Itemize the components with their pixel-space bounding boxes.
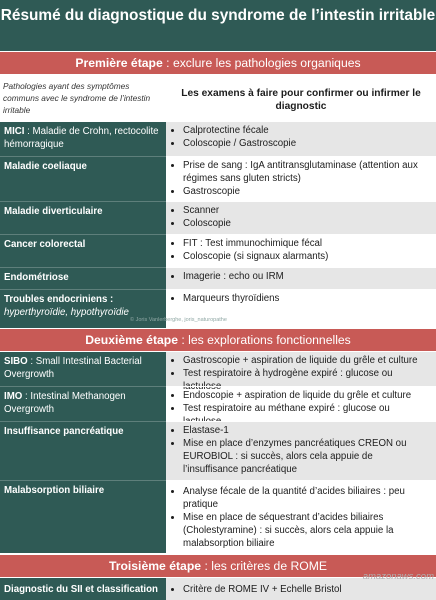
- list-item: • Test respiratoire à hydrogène expiré : glucose ou: [183, 367, 430, 393]
- row-exams: [166, 422, 436, 481]
- row-label: Maladie diverticulaire: [0, 202, 166, 235]
- list-item: • Gastroscopie: [183, 185, 430, 198]
- section-3-step: Troisième étape: [108, 559, 202, 573]
- row-label: IMO : Intestinal Methanogen Overgrowth: [0, 387, 166, 422]
- list-item: • Marqueurs thyroïdiens: [183, 292, 430, 305]
- list-item: • Coloscopie: [183, 217, 430, 230]
- list-item: • Prise de sang : IgA antitransglutaminase (attention aux régimes sans gluten stricts): [183, 159, 430, 185]
- list-item: • Mise en place de séquestrant d’acides biliaires (Cholestyramine) : si succès, alors cela appuie la malabsorption biliaire: [183, 511, 430, 550]
- table-row-sibo: [0, 352, 436, 387]
- list-item: • Coloscopie (si signaux alarmants): [183, 250, 430, 263]
- row-label: Insuffisance pancréatique: [0, 422, 166, 481]
- list-item: • Test respiratoire au méthane expiré : glucose ou: [183, 402, 430, 428]
- row-exams: [166, 387, 436, 422]
- section-header-1: [0, 52, 436, 74]
- table-row-insuffisance-pancreatique: [0, 422, 436, 481]
- section-header-2: [0, 329, 436, 351]
- list-item: • Gastroscopie + aspiration de liquide du grêle et culture: [183, 354, 430, 367]
- section-2-step: Deuxième étape: [85, 333, 179, 347]
- page-title-text: Résumé du diagnostique du syndrome de l’intestin irritable: [0, 7, 436, 24]
- intro-pathologies-label: Pathologies ayant des symptômes communs avec le syndrome de l’intestin irritable: [3, 81, 151, 115]
- table-row-endometriose: [0, 268, 436, 290]
- table-row-mici: [0, 122, 436, 157]
- list-item: • Coloscopie / Gastroscopie: [183, 137, 430, 150]
- list-item: • Critère de ROME IV + Echelle Bristol: [183, 583, 430, 596]
- list-item: • Elastase-1: [183, 424, 430, 437]
- row-label: Diagnostic du SII et classification: [0, 578, 166, 600]
- row-label: Maladie coeliaque: [0, 157, 166, 202]
- row-exams: [166, 481, 436, 553]
- section-1-step: Première étape: [75, 56, 163, 70]
- list-item: • Calprotectine fécale: [183, 124, 430, 137]
- row-exams: [166, 157, 436, 202]
- row-label: Endométriose: [0, 268, 166, 290]
- row-exams: [166, 235, 436, 268]
- section-3-text: : les critères de ROME: [201, 559, 328, 573]
- row-label: Malabsorption biliaire: [0, 481, 166, 553]
- list-item: • Scanner: [183, 204, 430, 217]
- row-label: MICI : Maladie de Crohn, rectocolite hémorragique: [0, 122, 166, 157]
- section-2-text: : les explorations fonctionnelles: [178, 333, 351, 347]
- row-exams: [166, 352, 436, 387]
- row-exams: [166, 268, 436, 290]
- row-label: Cancer colorectal: [0, 235, 166, 268]
- row-exams: [166, 122, 436, 157]
- table-row-imo: [0, 387, 436, 422]
- row-exams: [166, 202, 436, 235]
- intro-exams-label: Les examens à faire pour confirmer ou infirmer le diagnostic: [181, 88, 421, 112]
- section-1-text: : exclure les pathologies organiques: [162, 56, 361, 70]
- table-row-coeliaque: [0, 157, 436, 202]
- list-item: • Imagerie : echo ou IRM: [183, 270, 430, 283]
- list-item: • Mise en place d’enzymes pancréatiques CREON ou EUROBIOL : si succès, alors cela appuie de l’insuffisance pancréatique: [183, 437, 430, 476]
- table-row-cancer-colorectal: [0, 235, 436, 268]
- watermark: © Joris Vanlerberghe, joris_naturopathe: [130, 317, 227, 323]
- page-title: [0, 0, 436, 51]
- row-label: SIBO : Small Intestinal Bacterial Overgrowth: [0, 352, 166, 387]
- table-row-malabsorption-biliaire: [0, 481, 436, 553]
- list-item: • Analyse fécale de la quantité d’acides biliaires : peu pratique: [183, 485, 430, 511]
- source-watermark: amazonaws.com: [362, 571, 434, 582]
- table-row-diverticulaire: [0, 202, 436, 235]
- list-item: • FIT : Test immunochimique fécal: [183, 237, 430, 250]
- row-label: Troubles endocriniens : hyperthyroïdie, hypothyroïdie: [0, 290, 166, 328]
- list-item: • Endoscopie + aspiration de liquide du grêle et culture: [183, 389, 430, 402]
